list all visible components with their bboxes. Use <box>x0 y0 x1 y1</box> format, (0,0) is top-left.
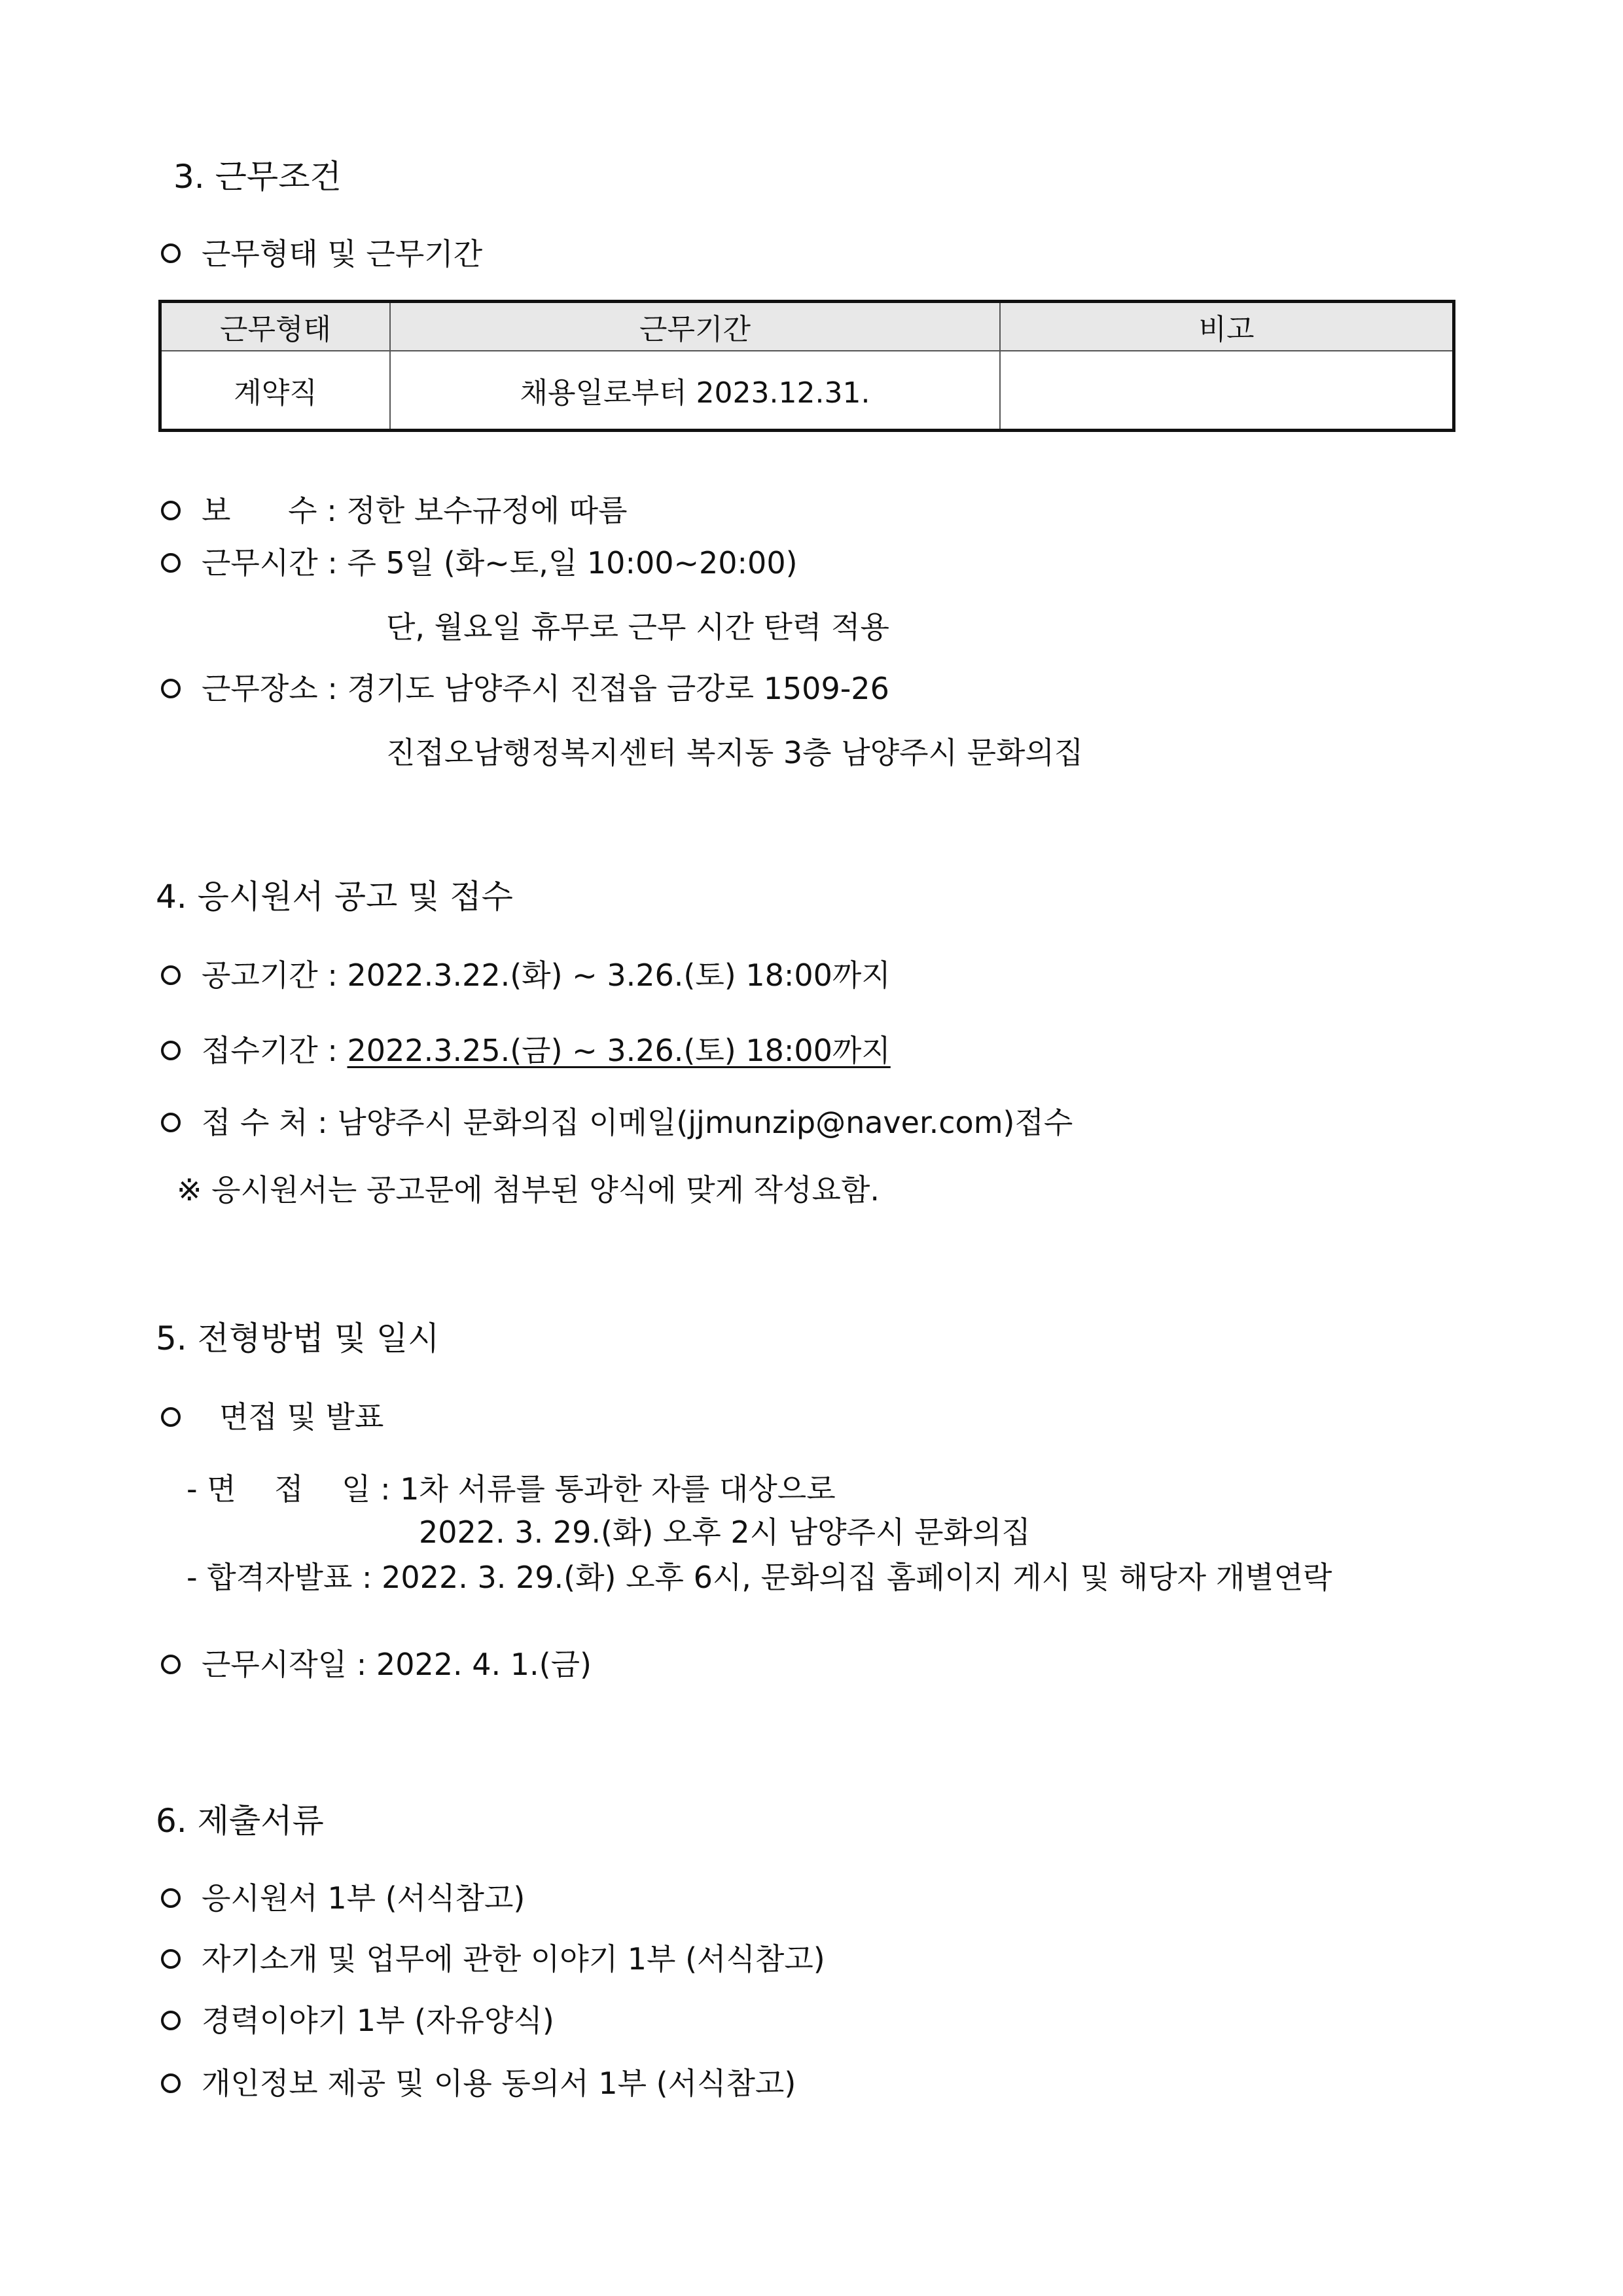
receipt-period-value: 2022.3.25.(금) ~ 3.26.(토) 18:00까지 <box>347 1033 891 1068</box>
notice-period-line <box>202 958 891 993</box>
bullet-icon <box>161 965 181 985</box>
application-note: ※ 응시원서는 공고문에 첨부된 양식에 맞게 작성요함. <box>177 1172 880 1208</box>
table-header-period: 근무기간 <box>390 302 1000 351</box>
bullet-icon <box>161 1407 181 1427</box>
section-3-subtitle: 근무형태 및 근무기간 <box>202 236 483 272</box>
receipt-period-label: 접수기간 : <box>202 1033 348 1068</box>
section-3-title: 3. 근무조건 <box>173 158 342 196</box>
interview-line: - 면 접 일 : 1차 서류를 통과한 자를 대상으로 <box>187 1471 836 1507</box>
interview-date: 2022. 3. 29.(화) 오후 2시 남양주시 문화의집 <box>419 1515 1031 1550</box>
place-line: 근무장소 : 경기도 남양주시 진접읍 금강로 1509-26 <box>202 671 889 706</box>
start-date-line: 근무시작일 : 2022. 4. 1.(금) <box>202 1647 592 1682</box>
section-6-title: 6. 제출서류 <box>156 1802 324 1840</box>
bullet-icon <box>161 501 181 520</box>
notice-period-value: 2022.3.22.(화) ~ 3.26.(토) 18:00까지 <box>347 958 891 993</box>
hours-note: 단, 월요일 휴무로 근무 시간 탄력 적용 <box>386 609 889 645</box>
receipt-period-line <box>202 1035 891 1066</box>
table-row <box>160 351 1454 431</box>
list-item: 응시원서 1부 (서식참고) <box>202 1880 526 1916</box>
notice-period-label: 공고기간 : <box>202 958 348 993</box>
table-header-type: 근무형태 <box>160 302 391 351</box>
section-5-title: 5. 전형방법 및 일시 <box>156 1319 440 1357</box>
section-4-title: 4. 응시원서 공고 및 접수 <box>156 878 513 916</box>
section-5-subtitle: 면접 및 발표 <box>219 1399 384 1435</box>
bullet-icon <box>161 553 181 573</box>
table-cell-type: 계약직 <box>160 351 391 431</box>
bullet-icon <box>161 243 181 263</box>
table-cell-period: 채용일로부터 2023.12.31. <box>390 351 1000 431</box>
bullet-icon <box>161 1041 181 1060</box>
bullet-icon <box>161 1888 181 1908</box>
list-item: 경력이야기 1부 (자유양식) <box>202 2003 554 2038</box>
table-cell-note <box>1000 351 1454 431</box>
announce-line: - 합격자발표 : 2022. 3. 29.(화) 오후 6시, 문화의집 홈페이지 게시 및 해당자 개별연락 <box>187 1560 1332 1595</box>
list-item: 자기소개 및 업무에 관한 이야기 1부 (서식참고) <box>202 1941 825 1977</box>
place-line-2: 진접오남행정복지센터 복지동 3층 남양주시 문화의집 <box>386 735 1084 770</box>
work-type-table <box>158 300 1455 432</box>
hours-line: 근무시간 : 주 5일 (화~토,일 10:00~20:00) <box>202 545 798 581</box>
bullet-icon <box>161 2073 181 2093</box>
pay-line: 보 수 : 정한 보수규정에 따름 <box>202 493 628 528</box>
bullet-icon <box>161 679 181 698</box>
table-header-note: 비고 <box>1000 302 1454 351</box>
bullet-icon <box>161 2011 181 2030</box>
bullet-icon <box>161 1113 181 1132</box>
bullet-icon <box>161 1949 181 1969</box>
list-item: 개인정보 제공 및 이용 동의서 1부 (서식참고) <box>202 2066 796 2101</box>
receipt-place-line: 접 수 처 : 남양주시 문화의집 이메일(jjmunzip@naver.com)접수 <box>202 1105 1073 1140</box>
bullet-icon <box>161 1655 181 1674</box>
